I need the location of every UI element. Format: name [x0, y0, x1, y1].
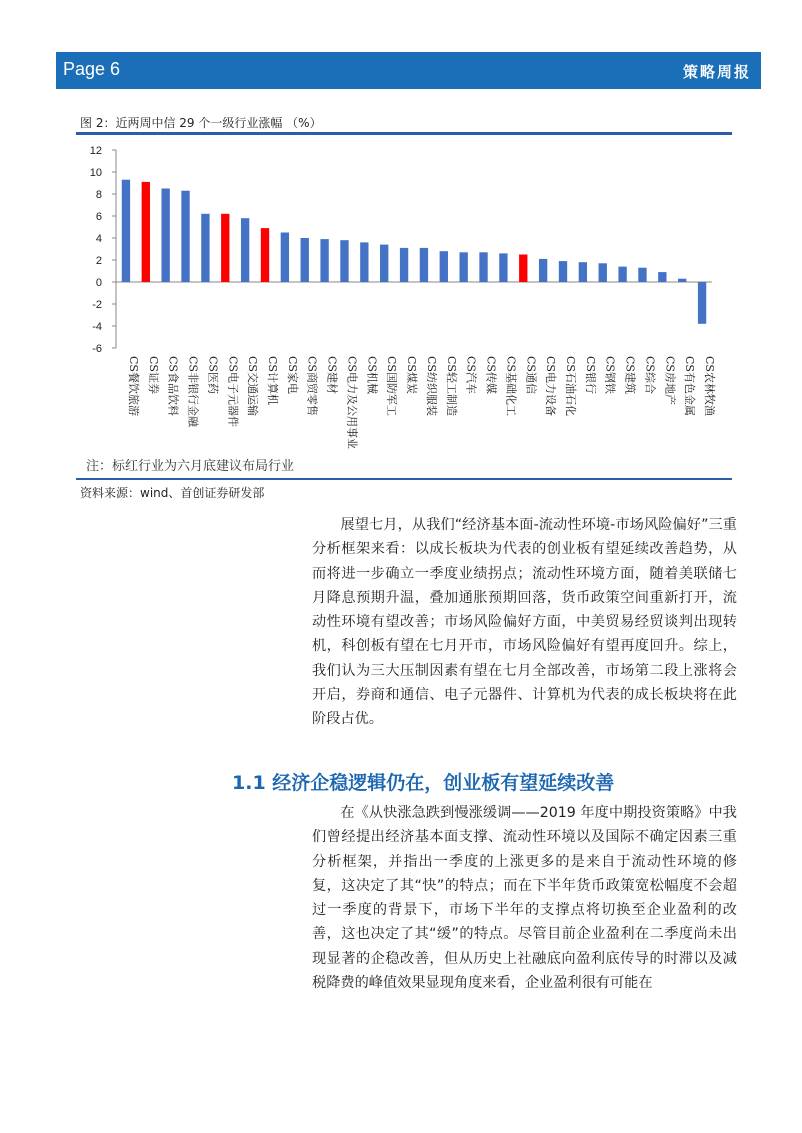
bar-13: [360, 242, 368, 282]
bar-27: [638, 268, 646, 282]
bar-29: [678, 279, 686, 282]
y-tick-label: -2: [92, 299, 102, 311]
page-header: [56, 52, 761, 89]
category-label: CS证券: [146, 356, 160, 394]
y-tick-label: 8: [95, 189, 102, 201]
category-label: CS家电: [285, 356, 299, 394]
bar-15: [400, 248, 408, 282]
paragraph-outlook: [312, 513, 737, 732]
figure-top-rule: [76, 132, 732, 135]
paragraph-framework: [312, 801, 737, 995]
bar-30: [698, 282, 706, 324]
category-label: CS餐饮旅游: [126, 356, 140, 416]
category-label: CS交通运输: [246, 356, 260, 416]
category-label: CS国防军工: [385, 356, 399, 416]
category-label: CS建材: [325, 356, 339, 394]
category-label: CS综合: [643, 356, 657, 394]
bar-2: [142, 182, 150, 282]
bar-7: [241, 218, 249, 282]
category-label: CS非银行金融: [186, 356, 200, 427]
category-label: CS电力及公用事业: [345, 356, 359, 449]
bar-1: [122, 180, 130, 282]
bar-3: [161, 189, 169, 283]
y-tick-label: 2: [95, 255, 102, 267]
category-label: CS通信: [524, 356, 538, 394]
category-label: CS有色金属: [683, 356, 697, 416]
paragraph-outlook-text: 展望七月，从我们“经济基本面-流动性环境-市场风险偏好”三重分析框架来看：以成长板块为代表的创业板有望延续改善趋势，从而将进一步确立一季度业绩拐点；流动性环境方面，随着美联储七月降息预期升温，叠加通胀预期回落，货币政策空间重新打开，流动性环境有望改善；市场风险偏好方面，中美贸易经贸谈判出现转机，科创板有望在七月开市，市场风险偏好有望再度回升。综上，我们认为三大压制因素有望在七月全部改善，市场第二段上涨将会开启，券商和通信、电子元器件、计算机为代表的成长板块将在此阶段占优。: [312, 517, 737, 728]
category-label: CS煤炭: [405, 356, 419, 394]
category-label: CS传媒: [484, 356, 498, 394]
bar-10: [301, 238, 309, 282]
category-label: CS基础化工: [504, 356, 518, 416]
bar-11: [320, 239, 328, 282]
paragraph-framework-text: 在《从快涨急跌到慢涨缓调——2019 年度中期投资策略》中我们曾经提出经济基本面支撑、流动性环境以及国际不确定因素三重分析框架，并指出一季度的上涨更多的是来自于流动性环境的修复，这决定了其“快”的特点；而在下半年货币政策宽松幅度不会超过一季度的背景下，市场下半年的支撑点将切换至企业盈利的改善，这也决定了其“缓”的特点。尽管目前企业盈利在二季度尚未出现显著的企稳改善，但从历史上社融底向盈利底传导的时滞以及减税降费的峰值效果显现角度来看，企业盈利很有可能在: [312, 805, 737, 992]
figure-title: 图 2：近两周中信 29 个一级行业涨幅 （%）: [80, 116, 322, 130]
bar-19: [479, 252, 487, 282]
category-label: CS计算机: [266, 356, 279, 405]
bar-26: [618, 267, 626, 282]
bar-28: [658, 272, 666, 282]
bar-5: [201, 214, 209, 282]
category-label: CS农林牧渔: [703, 356, 717, 416]
category-label: CS轻工制造: [444, 356, 458, 416]
category-label: CS钢铁: [603, 356, 617, 394]
y-tick-label: 4: [95, 233, 102, 245]
category-label: CS纺织服装: [424, 356, 438, 416]
bar-8: [261, 228, 269, 282]
bar-16: [420, 248, 428, 282]
category-label: CS建筑: [623, 356, 637, 394]
figure-bottom-rule: [76, 478, 732, 480]
y-tick-label: 10: [89, 167, 102, 179]
bar-4: [181, 191, 189, 282]
bar-12: [340, 240, 348, 282]
report-brand: 策略周报: [682, 63, 751, 81]
bar-9: [281, 233, 289, 283]
y-tick-label: -6: [92, 343, 102, 355]
bar-18: [459, 252, 467, 282]
bar-21: [519, 255, 527, 283]
category-label: CS电子元器件: [226, 356, 240, 427]
category-label: CS银行: [583, 356, 597, 394]
figure-note: 注：标红行业为六月底建议布局行业: [86, 459, 295, 474]
category-label: CS机械: [365, 356, 379, 394]
bar-17: [440, 251, 448, 282]
bar-24: [579, 262, 587, 282]
category-label: CS商贸零售: [305, 356, 319, 416]
category-label: CS房地产: [663, 356, 677, 405]
y-tick-label: 0: [95, 277, 102, 289]
y-tick-label: -4: [92, 321, 102, 333]
bar-23: [559, 261, 567, 282]
category-label: CS医药: [206, 356, 220, 394]
category-label: CS汽车: [464, 356, 478, 394]
section-heading: 1.1 经济企稳逻辑仍在，创业板有望延续改善: [232, 772, 615, 794]
bar-25: [599, 263, 607, 282]
bar-6: [221, 214, 229, 282]
figure-source: 资料来源：wind、首创证券研发部: [80, 486, 265, 500]
bar-14: [380, 245, 388, 282]
bar-22: [539, 259, 547, 282]
y-tick-label: 6: [95, 211, 102, 223]
category-label: CS食品饮料: [166, 356, 180, 416]
page-number: Page 6: [63, 59, 121, 79]
category-label: CS石油石化: [564, 356, 577, 416]
category-label: CS电力设备: [544, 356, 558, 416]
industry-returns-chart: [76, 136, 732, 476]
bar-20: [499, 253, 507, 282]
y-tick-label: 12: [89, 145, 102, 157]
